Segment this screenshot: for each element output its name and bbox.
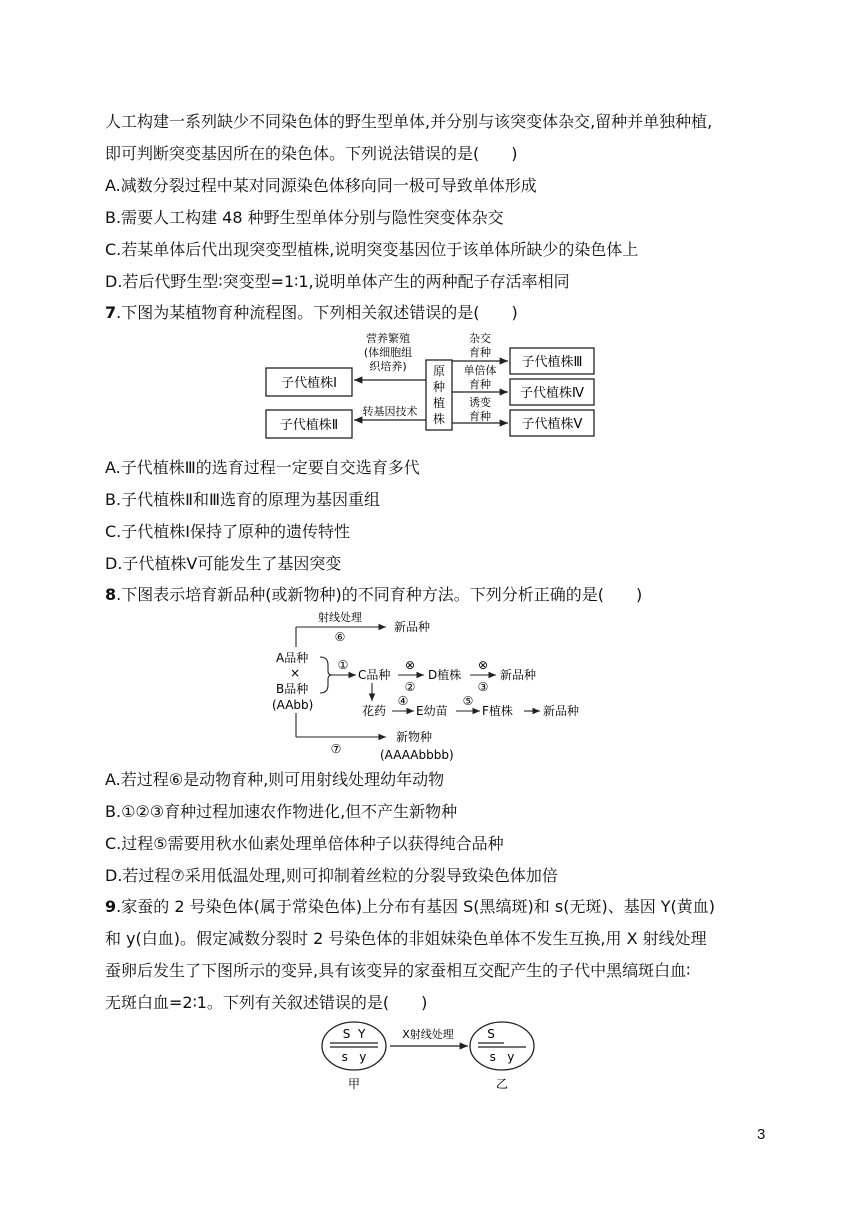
q8-breeding-diagram [268, 607, 600, 767]
q8-a-variety: A品种 [276, 651, 309, 665]
q7-label-mutation-1: 诱变 [469, 396, 491, 409]
q9-yi-bottom-genes: s y [489, 1050, 515, 1064]
q7-number: 7 [105, 303, 117, 322]
q7-center-char4: 株 [432, 412, 446, 426]
q7-stem [105, 303, 518, 323]
q7-box-1-label: 子代植株Ⅰ [281, 376, 337, 391]
q7-option-a: A.子代植株Ⅲ的选育过程一定要自交选育多代 [105, 458, 420, 477]
q6-stem-line2: 即可判断突变基因所在的染色体。下列说法错误的是( ) [105, 144, 518, 163]
q7-stem-text: .下图为某植物育种流程图。下列相关叙述错误的是( ) [116, 303, 518, 322]
q8-pollen: 花药 [362, 704, 387, 718]
q8-b-genotype: (AAbb) [272, 698, 314, 712]
q7-label-haploid-1: 单倍体 [463, 364, 497, 377]
q7-label-veg-1: 营养繁殖 [366, 332, 410, 345]
q9-yi-top-genes: S [487, 1027, 495, 1041]
q8-label-n6: ⑥ [334, 630, 346, 644]
q6-option-a: A.减数分裂过程中某对同源染色体移向同一极可导致单体形成 [105, 176, 537, 195]
q9-number: 9 [105, 897, 117, 916]
q8-label-radiation: 射线处理 [318, 611, 362, 624]
q8-f-plant: F植株 [482, 704, 513, 718]
page-number: 3 [757, 1126, 766, 1143]
q8-label-n3: ③ [477, 680, 489, 694]
q9-yi-label: 乙 [495, 1077, 509, 1091]
q7-center-char3: 植 [432, 396, 446, 410]
q8-selfing-symbol-1: ⊗ [404, 658, 416, 672]
q7-label-transgenic: 转基因技术 [362, 405, 418, 418]
q7-option-d: D.子代植株Ⅴ可能发生了基因突变 [105, 554, 342, 573]
q8-d-plant: D植株 [428, 668, 462, 682]
q8-label-n5: ⑤ [462, 694, 474, 708]
q9-stem-line3: 蚕卵后发生了下图所示的变异,具有该变异的家蚕相互交配产生的子代中黑缟斑白血∶ [105, 961, 691, 980]
q9-jia-top-genes: S Y [342, 1027, 366, 1041]
q9-stem-line1 [105, 897, 715, 917]
q8-option-a: A.若过程⑥是动物育种,则可用射线处理幼年动物 [105, 770, 445, 789]
q8-new-variety-3: 新品种 [543, 704, 580, 718]
q9-chromosome-diagram [318, 1016, 548, 1098]
q8-option-b: B.①②③育种过程加速农作物进化,但不产生新物种 [105, 802, 458, 821]
q7-label-mutation-2: 育种 [469, 410, 491, 423]
q7-breeding-diagram [262, 330, 602, 440]
q8-cross-symbol: × [290, 666, 301, 680]
q7-label-veg-2: (体细胞组 [363, 346, 413, 359]
q8-b-variety: B品种 [276, 682, 309, 696]
q8-new-species: 新物种 [396, 730, 433, 744]
q8-option-d: D.若过程⑦采用低温处理,则可抑制着丝粒的分裂导致染色体加倍 [105, 866, 558, 885]
q8-number: 8 [105, 585, 117, 604]
q7-label-haploid-2: 育种 [469, 378, 491, 391]
q9-stem-line2: 和 y(白血)。假定减数分裂时 2 号染色体的非姐妹染色单体不发生互换,用 X 射线处理 [105, 929, 707, 948]
q8-new-variety-2: 新品种 [500, 668, 537, 682]
q9-stem-line4: 无斑白血=2∶1。下列有关叙述错误的是( ) [105, 993, 428, 1012]
q7-center-char1: 原 [432, 364, 446, 378]
q7-label-hybrid-1: 杂交 [469, 332, 491, 345]
q8-new-variety-1: 新品种 [394, 620, 431, 634]
q8-selfing-symbol-2: ⊗ [477, 658, 489, 672]
q7-box-5-label: 子代植株Ⅴ [521, 417, 583, 432]
q7-center-char2: 种 [432, 380, 446, 394]
q8-option-c: C.过程⑤需要用秋水仙素处理单倍体种子以获得纯合品种 [105, 834, 504, 853]
q7-box-4-label: 子代植株Ⅳ [520, 386, 584, 401]
q7-option-b: B.子代植株Ⅱ和Ⅲ选育的原理为基因重组 [105, 490, 380, 509]
q7-label-hybrid-2: 育种 [469, 346, 491, 359]
q7-label-veg-3: 织培养) [369, 360, 407, 373]
q7-box-2-label: 子代植株Ⅱ [279, 418, 339, 433]
q6-stem-line1: 人工构建一系列缺少不同染色体的野生型单体,并分别与该突变体杂交,留种并单独种植, [105, 112, 713, 131]
q8-label-n2: ② [404, 680, 416, 694]
q8-stem-text: .下图表示培育新品种(或新物种)的不同育种方法。下列分析正确的是( ) [116, 585, 643, 604]
q9-jia-bottom-genes: s y [341, 1050, 367, 1064]
q7-option-c: C.子代植株Ⅰ保持了原种的遗传特性 [105, 522, 350, 541]
q8-label-n4: ④ [397, 694, 409, 708]
q8-label-n7: ⑦ [330, 742, 342, 756]
q6-option-b: B.需要人工构建 48 种野生型单体分别与隐性突变体杂交 [105, 208, 504, 227]
q8-e-seedling: E幼苗 [416, 704, 448, 718]
q6-option-d: D.若后代野生型∶突变型=1∶1,说明单体产生的两种配子存活率相同 [105, 272, 570, 291]
q8-brace [320, 657, 332, 693]
q8-label-n1: ① [337, 658, 349, 672]
q9-arrow-label: X射线处理 [402, 1028, 454, 1041]
q9-jia-label: 甲 [347, 1077, 361, 1091]
q6-option-c: C.若某单体后代出现突变型植株,说明突变基因位于该单体所缺少的染色体上 [105, 240, 639, 259]
q7-box-3-label: 子代植株Ⅲ [521, 355, 583, 370]
q8-stem [105, 585, 642, 605]
q8-c-variety: C品种 [358, 668, 391, 682]
q8-new-species-genotype: (AAAAbbbb) [380, 748, 454, 762]
q9-stem-text: .家蚕的 2 号染色体(属于常染色体)上分布有基因 S(黑缟斑)和 s(无斑)、基因 Y(黄血) [116, 897, 716, 916]
